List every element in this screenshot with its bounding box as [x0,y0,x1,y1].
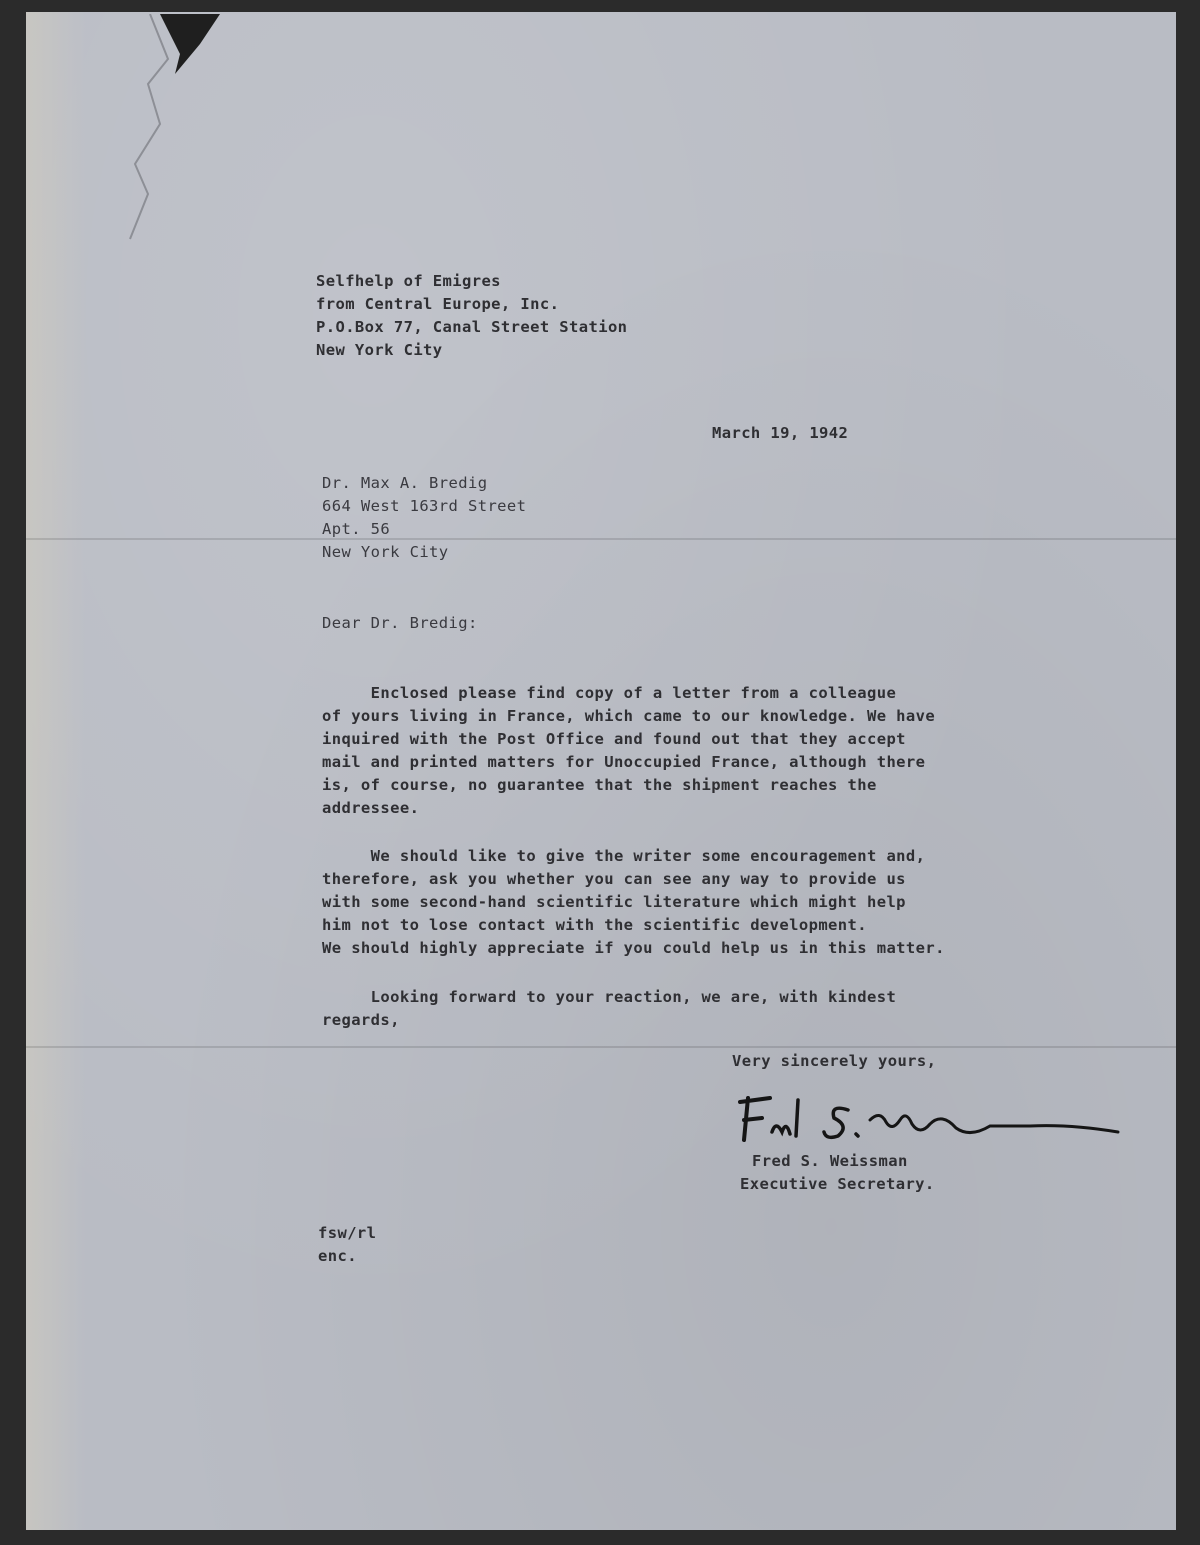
body-line: mail and printed matters for Unoccupied France, although there [322,753,926,771]
sender-line-1: Selfhelp of Emigres [316,272,501,290]
salutation: Dear Dr. Bredig: [322,614,478,632]
sender-line-4: New York City [316,341,443,359]
recipient-line-4: New York City [322,543,449,561]
body-line: of yours living in France, which came to our knowledge. We have [322,707,936,725]
fold-line [26,1046,1176,1048]
body-line: inquired with the Post Office and found out that they accept [322,730,906,748]
body-line: We should highly appreciate if you could help us in this matter. [322,939,945,957]
reference-initials: fsw/rl [318,1224,377,1242]
sender-line-2: from Central Europe, Inc. [316,295,560,313]
closing: Very sincerely yours, [732,1052,937,1070]
body-line: regards, [322,1011,400,1029]
recipient-line-3: Apt. 56 [322,520,391,538]
fold-line [26,538,1176,540]
recipient-line-1: Dr. Max A. Bredig [322,474,488,492]
body-line: Enclosed please find copy of a letter from a colleague [322,684,897,702]
signer-title: Executive Secretary. [740,1175,935,1193]
recipient-line-2: 664 West 163rd Street [322,497,527,515]
letter-date: March 19, 1942 [712,424,849,442]
body-line: Looking forward to your reaction, we are, with kindest [322,988,897,1006]
body-line: is, of course, no guarantee that the shipment reaches the [322,776,877,794]
body-line: We should like to give the writer some encouragement and, [322,847,926,865]
body-line: him not to lose contact with the scientific development. [322,916,867,934]
torn-corner [30,14,230,244]
body-line: addressee. [322,799,420,817]
signer-name: Fred S. Weissman [752,1152,908,1170]
handwritten-signature [730,1080,1130,1150]
body-line: therefore, ask you whether you can see any way to provide us [322,870,906,888]
enclosure-note: enc. [318,1247,357,1265]
body-line: with some second-hand scientific literature which might help [322,893,906,911]
sender-line-3: P.O.Box 77, Canal Street Station [316,318,628,336]
